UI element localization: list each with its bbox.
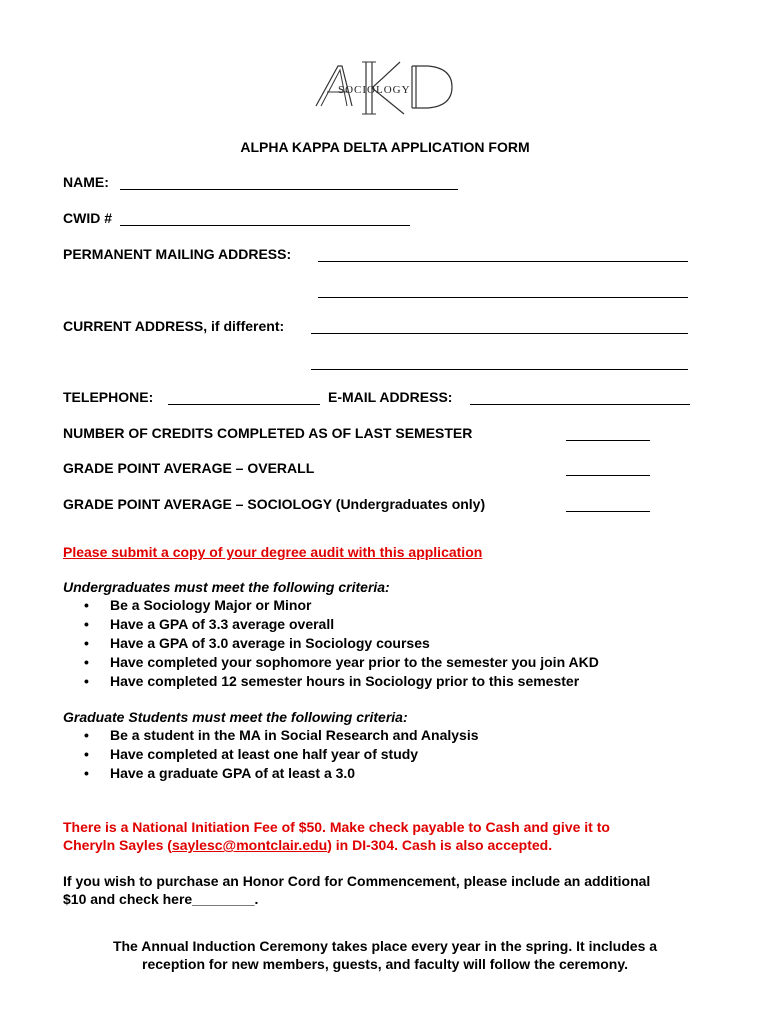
ceremony-line-1: The Annual Induction Ceremony takes place every year in the spring. It includes a [112,938,658,954]
ceremony-line-2: reception for new members, guests, and faculty will follow the ceremony. [142,956,628,972]
list-item: • Have completed at least one half year of study [84,745,479,764]
form-title: ALPHA KAPPA DELTA APPLICATION FORM [240,139,530,155]
email-label: E-MAIL ADDRESS: [328,389,453,405]
permanent-address-label: PERMANENT MAILING ADDRESS: [63,246,292,262]
cwid-input-line[interactable] [120,225,410,226]
fee-line-2-suffix: ) in DI-304. Cash is also accepted. [327,837,553,853]
name-input-line[interactable] [120,189,458,190]
current-address-line-1[interactable] [311,333,688,334]
honor-cord-line-2: $10 and check here________. [63,891,259,907]
current-address-label: CURRENT ADDRESS, if different: [63,318,285,334]
degree-audit-note: Please submit a copy of your degree audit with this application [63,544,483,560]
fee-line-2-prefix: Cheryln Sayles ( [63,837,172,853]
credits-input-line[interactable] [566,440,650,441]
list-item: • Have completed your sophomore year prior to the semester you join AKD [84,653,599,672]
logo-word: SOCIOLOGY [338,84,411,96]
email-input-line[interactable] [470,404,690,405]
list-item: • Have completed 12 semester hours in Sociology prior to this semester [84,672,599,691]
cwid-label: CWID # [63,210,112,226]
telephone-input-line[interactable] [168,404,320,405]
grad-heading: Graduate Students must meet the following criteria: [63,709,408,725]
permanent-address-line-2[interactable] [318,297,688,298]
gpa-sociology-label: GRADE POINT AVERAGE – SOCIOLOGY (Undergraduates only) [63,496,486,512]
permanent-address-line-1[interactable] [318,261,688,262]
fee-line-2 [63,837,552,853]
honor-cord-line-1: If you wish to purchase an Honor Cord for Commencement, please include an additional [63,873,651,889]
fee-line-1: There is a National Initiation Fee of $50. Make check payable to Cash and give it to [63,819,610,835]
gpa-sociology-input-line[interactable] [566,511,650,512]
gpa-overall-input-line[interactable] [566,475,650,476]
undergrad-heading: Undergraduates must meet the following criteria: [63,579,390,595]
gpa-overall-label: GRADE POINT AVERAGE – OVERALL [63,460,315,476]
current-address-line-2[interactable] [311,369,688,370]
telephone-label: TELEPHONE: [63,389,154,405]
name-label: NAME: [63,174,109,190]
list-item: • Have a GPA of 3.0 average in Sociology courses [84,634,599,653]
list-item: • Be a student in the MA in Social Research and Analysis [84,726,479,745]
list-item: • Have a GPA of 3.3 average overall [84,615,599,634]
akd-logo [312,58,458,116]
grad-criteria-list [84,726,479,783]
contact-email-link[interactable]: saylesc@montclair.edu [171,837,328,853]
list-item: • Have a graduate GPA of at least a 3.0 [84,764,479,783]
credits-label: NUMBER OF CREDITS COMPLETED AS OF LAST SEMESTER [63,425,473,441]
undergrad-criteria-list [84,596,599,691]
list-item: • Be a Sociology Major or Minor [84,596,599,615]
